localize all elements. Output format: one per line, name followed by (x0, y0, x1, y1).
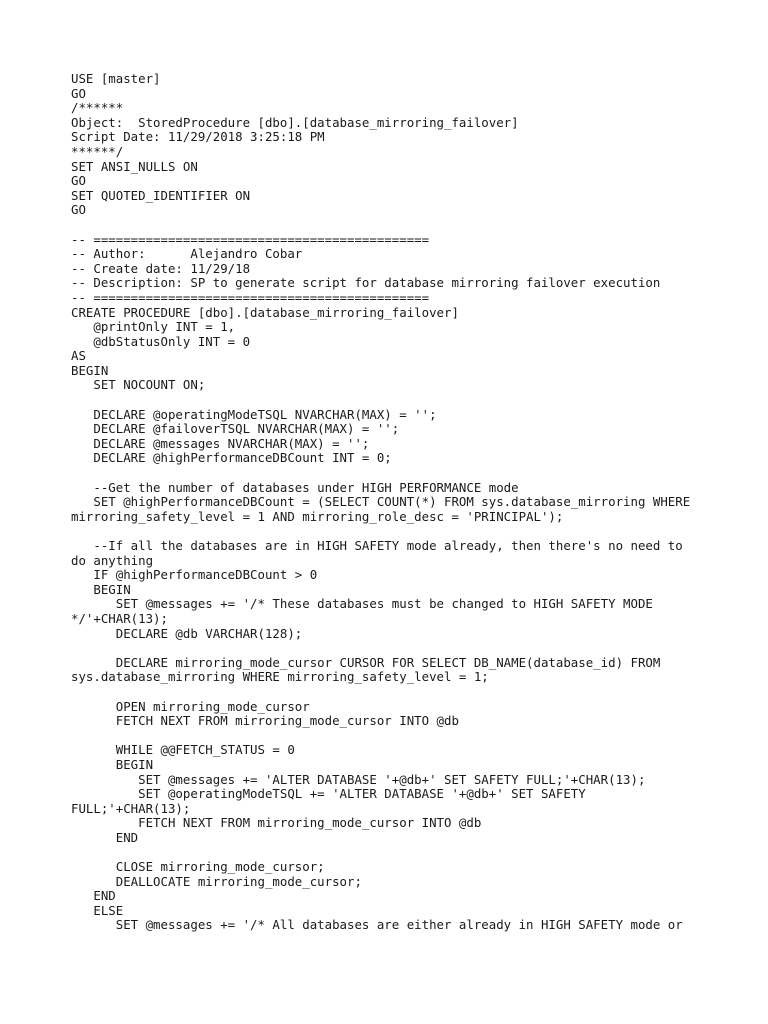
code-line: CLOSE mirroring_mode_cursor; (71, 859, 325, 875)
code-line (71, 729, 711, 744)
code-line: SET QUOTED_IDENTIFIER ON (71, 187, 251, 203)
code-line: --Get the number of databases under HIGH PERFORMANCE mode (71, 479, 519, 495)
code-line: ELSE (71, 902, 124, 918)
code-line: SET @highPerformanceDBCount = (SELECT COUNT(*) FROM sys.database_mirroring WHERE (71, 494, 691, 510)
code-line (71, 641, 711, 656)
code-line: GO (71, 202, 86, 218)
code-line: FETCH NEXT FROM mirroring_mode_cursor INTO @db (71, 815, 482, 831)
code-line: @printOnly INT = 1, (71, 319, 236, 335)
code-line: WHILE @@FETCH_STATUS = 0 (71, 742, 295, 758)
code-line: DECLARE @messages NVARCHAR(MAX) = ''; (71, 435, 370, 451)
sql-code-block (71, 72, 711, 933)
code-line (71, 393, 711, 408)
code-line: END (71, 888, 116, 904)
code-line: GO (71, 85, 86, 101)
code-line: -- Description: SP to generate script for database mirroring failover execution (71, 275, 661, 291)
code-line: SET @messages += '/* All databases are either already in HIGH SAFETY mode or (71, 917, 683, 933)
code-line (71, 845, 711, 860)
code-line: FETCH NEXT FROM mirroring_mode_cursor INTO @db (71, 713, 459, 729)
code-line: DEALLOCATE mirroring_mode_cursor; (71, 873, 362, 889)
code-line: IF @highPerformanceDBCount > 0 (71, 567, 318, 583)
code-line: -- ============================================= (71, 289, 430, 305)
code-line: DECLARE @failoverTSQL NVARCHAR(MAX) = ''; (71, 421, 400, 437)
code-line (71, 685, 711, 700)
code-line: sys.database_mirroring WHERE mirroring_safety_level = 1; (71, 669, 489, 685)
code-line: DECLARE mirroring_mode_cursor CURSOR FOR SELECT DB_NAME(database_id) FROM (71, 654, 661, 670)
code-line: SET @operatingModeTSQL += 'ALTER DATABASE '+@db+' SET SAFETY (71, 786, 586, 802)
code-line: Object: StoredProcedure [dbo].[database_mirroring_failover] (71, 114, 519, 130)
code-line (71, 466, 711, 481)
code-line: BEGIN (71, 362, 109, 378)
code-line: */'+CHAR(13); (71, 610, 168, 626)
code-line: AS (71, 348, 86, 364)
code-line: ******/ (71, 143, 124, 159)
code-line: SET @messages += '/* These databases must be changed to HIGH SAFETY MODE (71, 596, 653, 612)
code-line (71, 524, 711, 539)
code-line: -- Create date: 11/29/18 (71, 260, 251, 276)
code-line: --If all the databases are in HIGH SAFETY mode already, then there's no need to (71, 538, 683, 553)
code-line: DECLARE @operatingModeTSQL NVARCHAR(MAX) = ''; (71, 406, 437, 422)
code-line: OPEN mirroring_mode_cursor (71, 698, 310, 714)
code-line: -- Author: Alejandro Cobar (71, 246, 303, 262)
code-line: /****** (71, 100, 124, 116)
code-line: DECLARE @highPerformanceDBCount INT = 0; (71, 450, 392, 466)
code-line: mirroring_safety_level = 1 AND mirroring_role_desc = 'PRINCIPAL'); (71, 508, 564, 524)
code-line: DECLARE @db VARCHAR(128); (71, 625, 303, 641)
code-line: @dbStatusOnly INT = 0 (71, 333, 251, 349)
code-line: do anything (71, 552, 154, 568)
code-line: SET NOCOUNT ON; (71, 377, 206, 393)
code-line: SET @messages += 'ALTER DATABASE '+@db+' SET SAFETY FULL;'+CHAR(13); (71, 771, 646, 787)
code-line: BEGIN (71, 581, 131, 597)
code-line: GO (71, 173, 86, 189)
code-line: USE [master] (71, 71, 161, 86)
code-line: CREATE PROCEDURE [dbo].[database_mirroring_failover] (71, 304, 459, 320)
code-line: -- ============================================= (71, 231, 430, 247)
code-line: FULL;'+CHAR(13); (71, 800, 191, 816)
code-line: END (71, 829, 139, 845)
code-line: SET ANSI_NULLS ON (71, 158, 198, 174)
code-line: BEGIN (71, 756, 154, 772)
code-line: Script Date: 11/29/2018 3:25:18 PM (71, 129, 325, 145)
code-line (71, 218, 711, 233)
